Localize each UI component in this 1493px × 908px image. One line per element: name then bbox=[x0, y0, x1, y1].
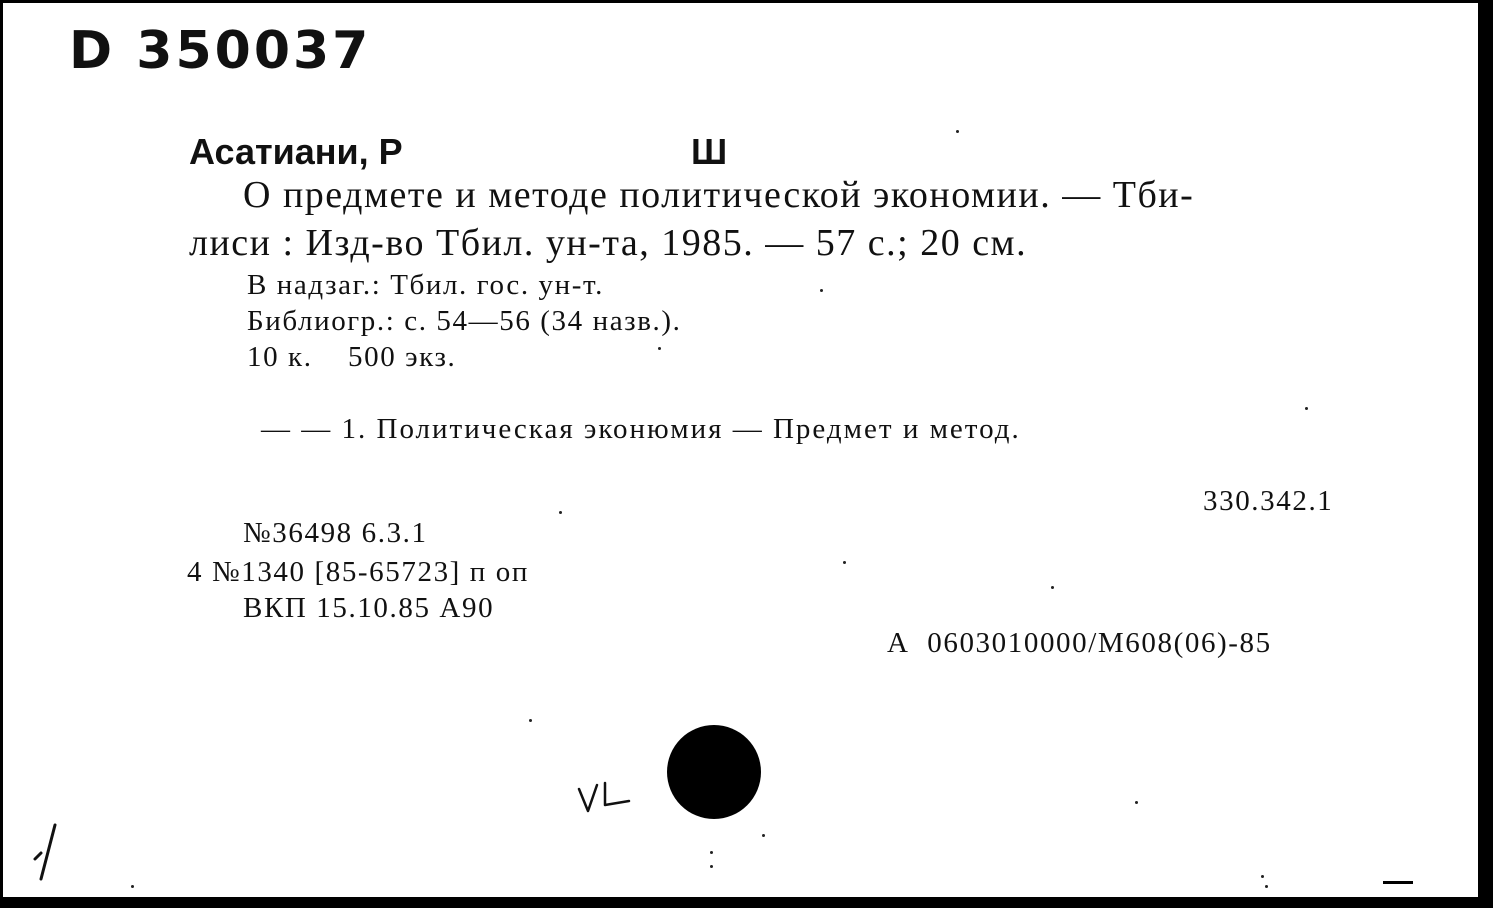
speck bbox=[1265, 885, 1268, 888]
speck bbox=[762, 834, 765, 837]
registry-line-1: №36498 6.3.1 bbox=[243, 517, 428, 549]
note-header: В надзаг.: Тбил. гос. ун-т. bbox=[247, 269, 604, 301]
speck bbox=[529, 719, 532, 722]
speck bbox=[710, 851, 713, 854]
speck bbox=[710, 865, 713, 868]
registry-line-3: ВКП 15.10.85 А90 bbox=[243, 592, 495, 624]
inventory-number: D 350037 bbox=[69, 21, 372, 81]
speck bbox=[843, 561, 846, 564]
speck bbox=[559, 511, 562, 514]
speck bbox=[658, 347, 661, 350]
speck bbox=[956, 130, 959, 133]
edge-smudge bbox=[1383, 881, 1413, 884]
handwritten-corner-mark bbox=[31, 821, 67, 883]
speck bbox=[1305, 407, 1308, 410]
note-price-copies: 10 к. 500 экз. bbox=[247, 341, 457, 373]
classification-index: 330.342.1 bbox=[1203, 485, 1334, 517]
rubric-letter: Ш bbox=[691, 131, 728, 172]
note-bibliography: Библиогр.: с. 54—56 (34 назв.). bbox=[247, 305, 682, 337]
title-line-1: О предмете и методе политической экономии. — Тби- bbox=[243, 174, 1195, 216]
subject-heading: — — 1. Политическая эконюмия — Предмет и метод. bbox=[261, 413, 1021, 445]
speck bbox=[1261, 875, 1264, 878]
speck bbox=[820, 289, 823, 292]
speck bbox=[131, 885, 134, 888]
order-code: А 0603010000/М608(06)-85 bbox=[887, 627, 1272, 659]
author-name: Асатиани, Р bbox=[189, 131, 403, 172]
registry-line-2: 4 №1340 [85-65723] п оп bbox=[187, 556, 529, 588]
punch-hole bbox=[667, 725, 761, 819]
handwritten-vl-mark bbox=[577, 781, 633, 817]
speck bbox=[1135, 801, 1138, 804]
speck bbox=[1051, 586, 1054, 589]
title-line-2: лиси : Изд-во Тбил. ун-та, 1985. — 57 с.; 20 см. bbox=[189, 222, 1028, 264]
